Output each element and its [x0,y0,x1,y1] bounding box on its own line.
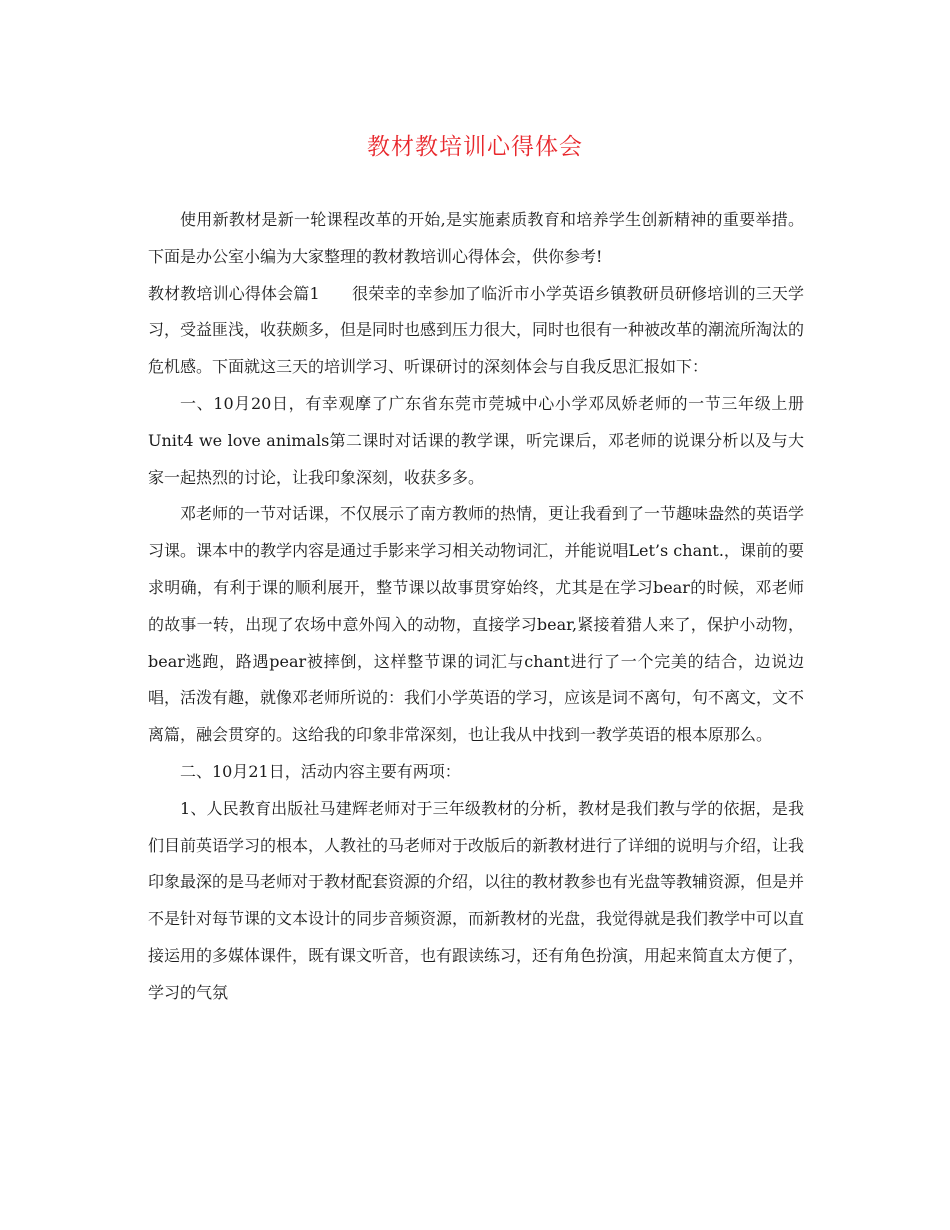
paragraph-deng-lesson: 邓老师的一节对话课，不仅展示了南方教师的热情，更让我看到了一节趣味盎然的英语学习课。课本中的教学内容是通过手影来学习相关动物词汇，并能说唱Let’s chant.，课前的要求明确，有利于课的顺利展开，整节课以故事贯穿始终，尤其是在学习bear的时候，邓老师的故事一转，出现了农场中意外闯入的动物，直接学习bear,紧接着猎人来了，保护小动物，bear逃跑，路遇pear被摔倒，这样整节课的词汇与chant进行了一个完美的结合，边说边唱，活泼有趣，就像邓老师所说的：我们小学英语的学习，应该是词不离句，句不离文，文不离篇，融会贯穿的。这给我的印象非常深刻，也让我从中找到一教学英语的根本原那么。 [148,504,805,745]
document-title: 教材教培训心得体会 [367,134,583,160]
paragraph-oct-20: 一、10月20日，有幸观摩了广东省东莞市莞城中心小学邓凤娇老师的一节三年级上册Unit4 we love animals第二课时对话课的教学课，听完课后，邓老师的说课分析以及与大家一起热烈的讨论，让我印象深刻，收获多多。 [148,393,804,487]
paragraph-section-1-intro: 教材教培训心得体会篇1 很荣幸的幸参加了临沂市小学英语乡镇教研员研修培训的三天学习，受益匪浅，收获颇多，但是同时也感到压力很大，同时也很有一种被改革的潮流所淘汰的危机感。下面就这三天的培训学习、听课研讨的深刻体会与自我反思汇报如下： [148,283,805,377]
paragraph-oct-21: 二、10月21日，活动内容主要有两项： [180,761,461,781]
paragraph-intro: 使用新教材是新一轮课程改革的开始,是实施素质教育和培养学生创新精神的重要举措。下面是办公室小编为大家整理的教材教培训心得体会，供你参考! [148,210,804,266]
document-body [148,202,804,1012]
paragraph-textbook-analysis: 1、人民教育出版社马建辉老师对于三年级教材的分析，教材是我们教与学的依据，是我们目前英语学习的根本，人教社的马老师对于改版后的新教材进行了详细的说明与介绍，让我印象最深的是马老师对于教材配套资源的介绍，以往的教材教参也有光盘等教辅资源，但是并不是针对每节课的文本设计的同步音频资源，而新教材的光盘，我觉得就是我们教学中可以直接运用的多媒体课件，既有课文听音，也有跟读练习，还有角色扮演，用起来简直太方便了，学习的气氛 [148,798,805,1002]
